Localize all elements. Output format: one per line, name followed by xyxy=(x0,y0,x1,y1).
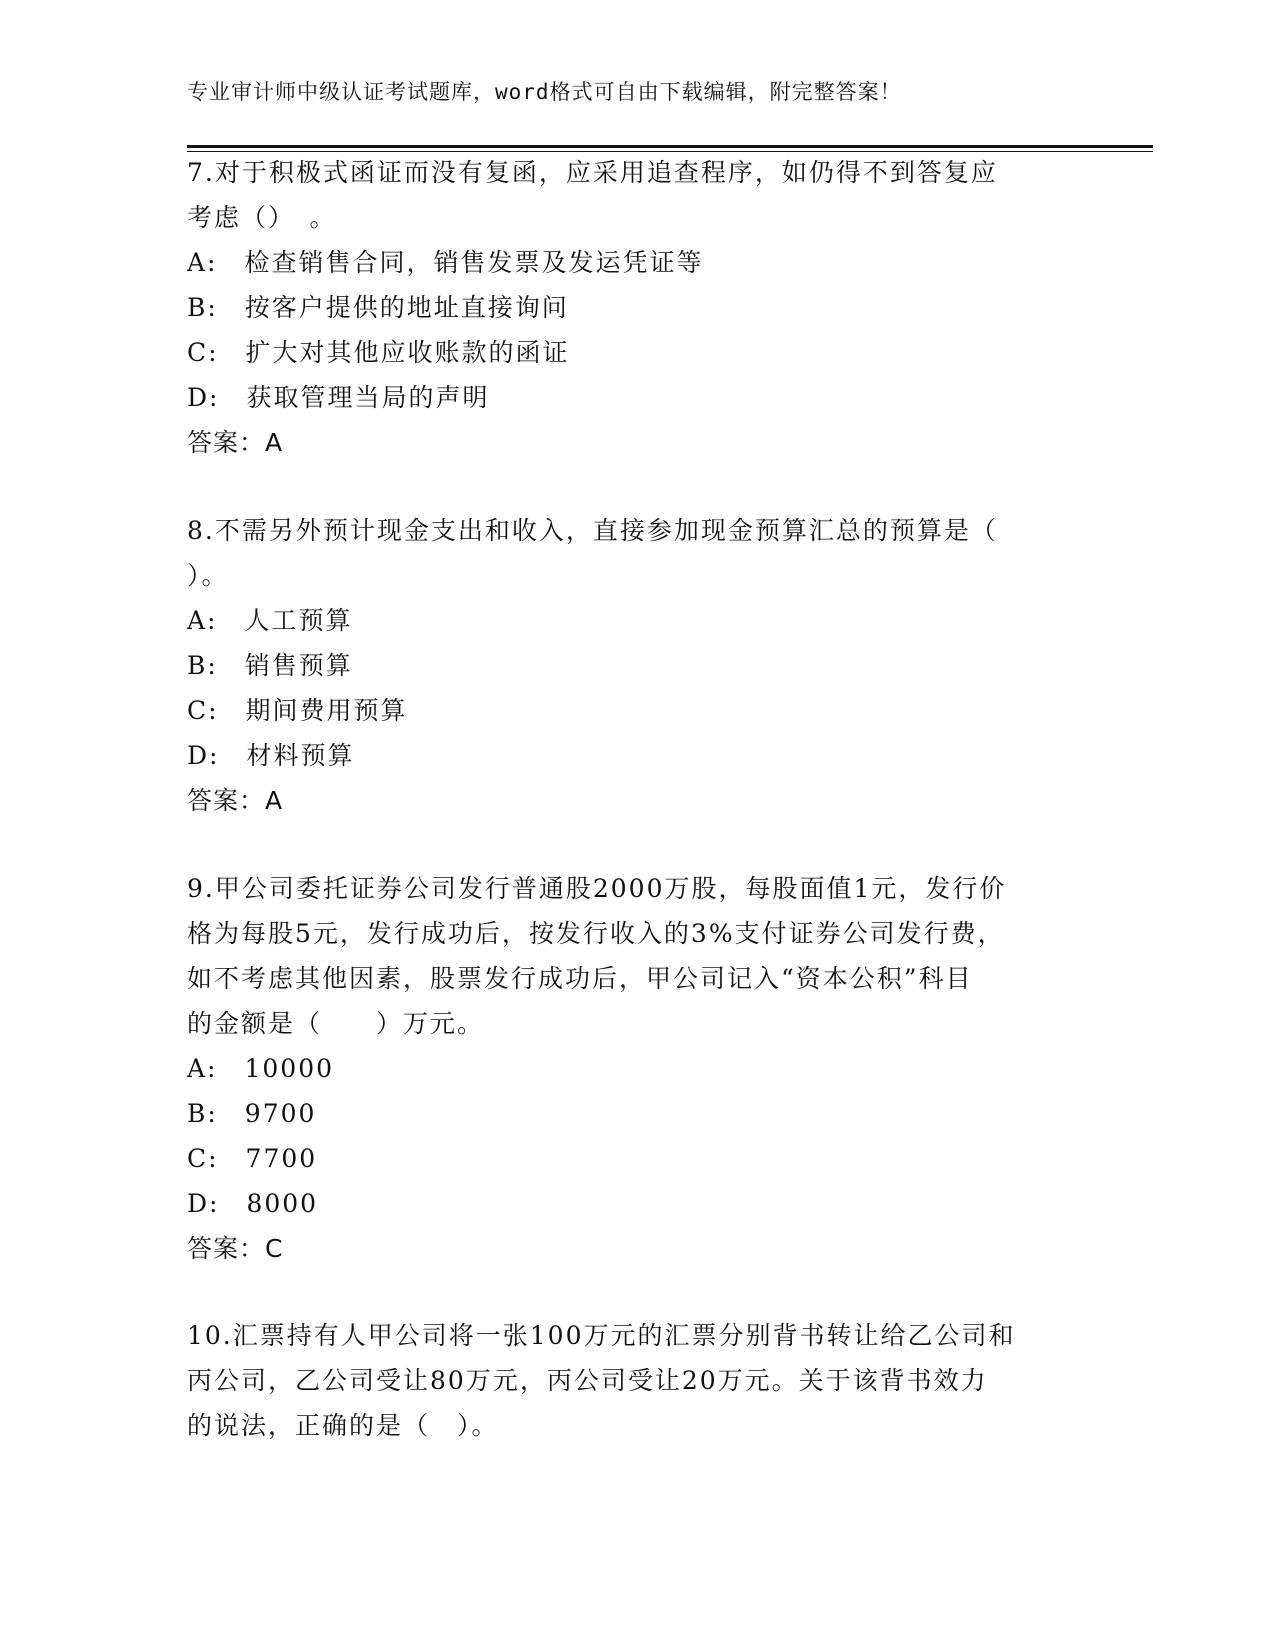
option-a: A: 检查销售合同，销售发票及发运凭证等 xyxy=(187,248,704,277)
question-stem-line: 的金额是（ ）万元。 xyxy=(187,1009,485,1038)
option-b: B: 按客户提供的地址直接询问 xyxy=(187,293,569,322)
question-stem-line: 7.对于积极式函证而没有复函，应采用追查程序，如仍得不到答复应 xyxy=(187,158,998,187)
option-d: D: 材料预算 xyxy=(187,741,355,770)
answer-line: 答案：A xyxy=(187,428,284,457)
question-7 xyxy=(187,150,1087,465)
option-a: A: 10000 xyxy=(187,1054,335,1083)
option-c: C: 扩大对其他应收账款的函证 xyxy=(187,338,570,367)
option-d: D: 获取管理当局的声明 xyxy=(187,383,490,412)
option-c: C: 期间费用预算 xyxy=(187,696,408,725)
option-d: D: 8000 xyxy=(187,1189,319,1218)
question-stem-line: 的说法，正确的是（ ）。 xyxy=(187,1411,499,1440)
option-c: C: 7700 xyxy=(187,1144,318,1173)
answer-line: 答案：A xyxy=(187,786,284,815)
question-10 xyxy=(187,1313,1087,1448)
question-stem-line: 格为每股5元，发行成功后，按发行收入的3%支付证券公司发行费， xyxy=(187,919,1005,948)
page-header: 专业审计师中级认证考试题库，word格式可自由下载编辑，附完整答案！ xyxy=(187,80,902,104)
question-8 xyxy=(187,508,1087,823)
option-a: A: 人工预算 xyxy=(187,606,353,635)
question-stem-line: 9.甲公司委托证券公司发行普通股2000万股，每股面值1元，发行价 xyxy=(187,874,1007,903)
option-b: B: 销售预算 xyxy=(187,651,353,680)
answer-line: 答案：C xyxy=(187,1234,284,1263)
question-stem-line: 10.汇票持有人甲公司将一张100万元的汇票分别背书转让给乙公司和 xyxy=(187,1321,1016,1350)
question-stem-line: 8.不需另外预计现金支出和收入，直接参加现金预算汇总的预算是（ xyxy=(187,516,998,545)
question-stem-line: 丙公司，乙公司受让80万元，丙公司受让20万元。关于该背书效力 xyxy=(187,1366,988,1395)
header-rule-thick xyxy=(187,145,1153,148)
question-stem-line: ）。 xyxy=(187,561,229,590)
question-stem-line: 考虑（） 。 xyxy=(187,203,337,232)
question-9 xyxy=(187,866,1087,1271)
question-stem-line: 如不考虑其他因素，股票发行成功后，甲公司记入“资本公积”科目 xyxy=(187,964,973,993)
option-b: B: 9700 xyxy=(187,1099,317,1128)
